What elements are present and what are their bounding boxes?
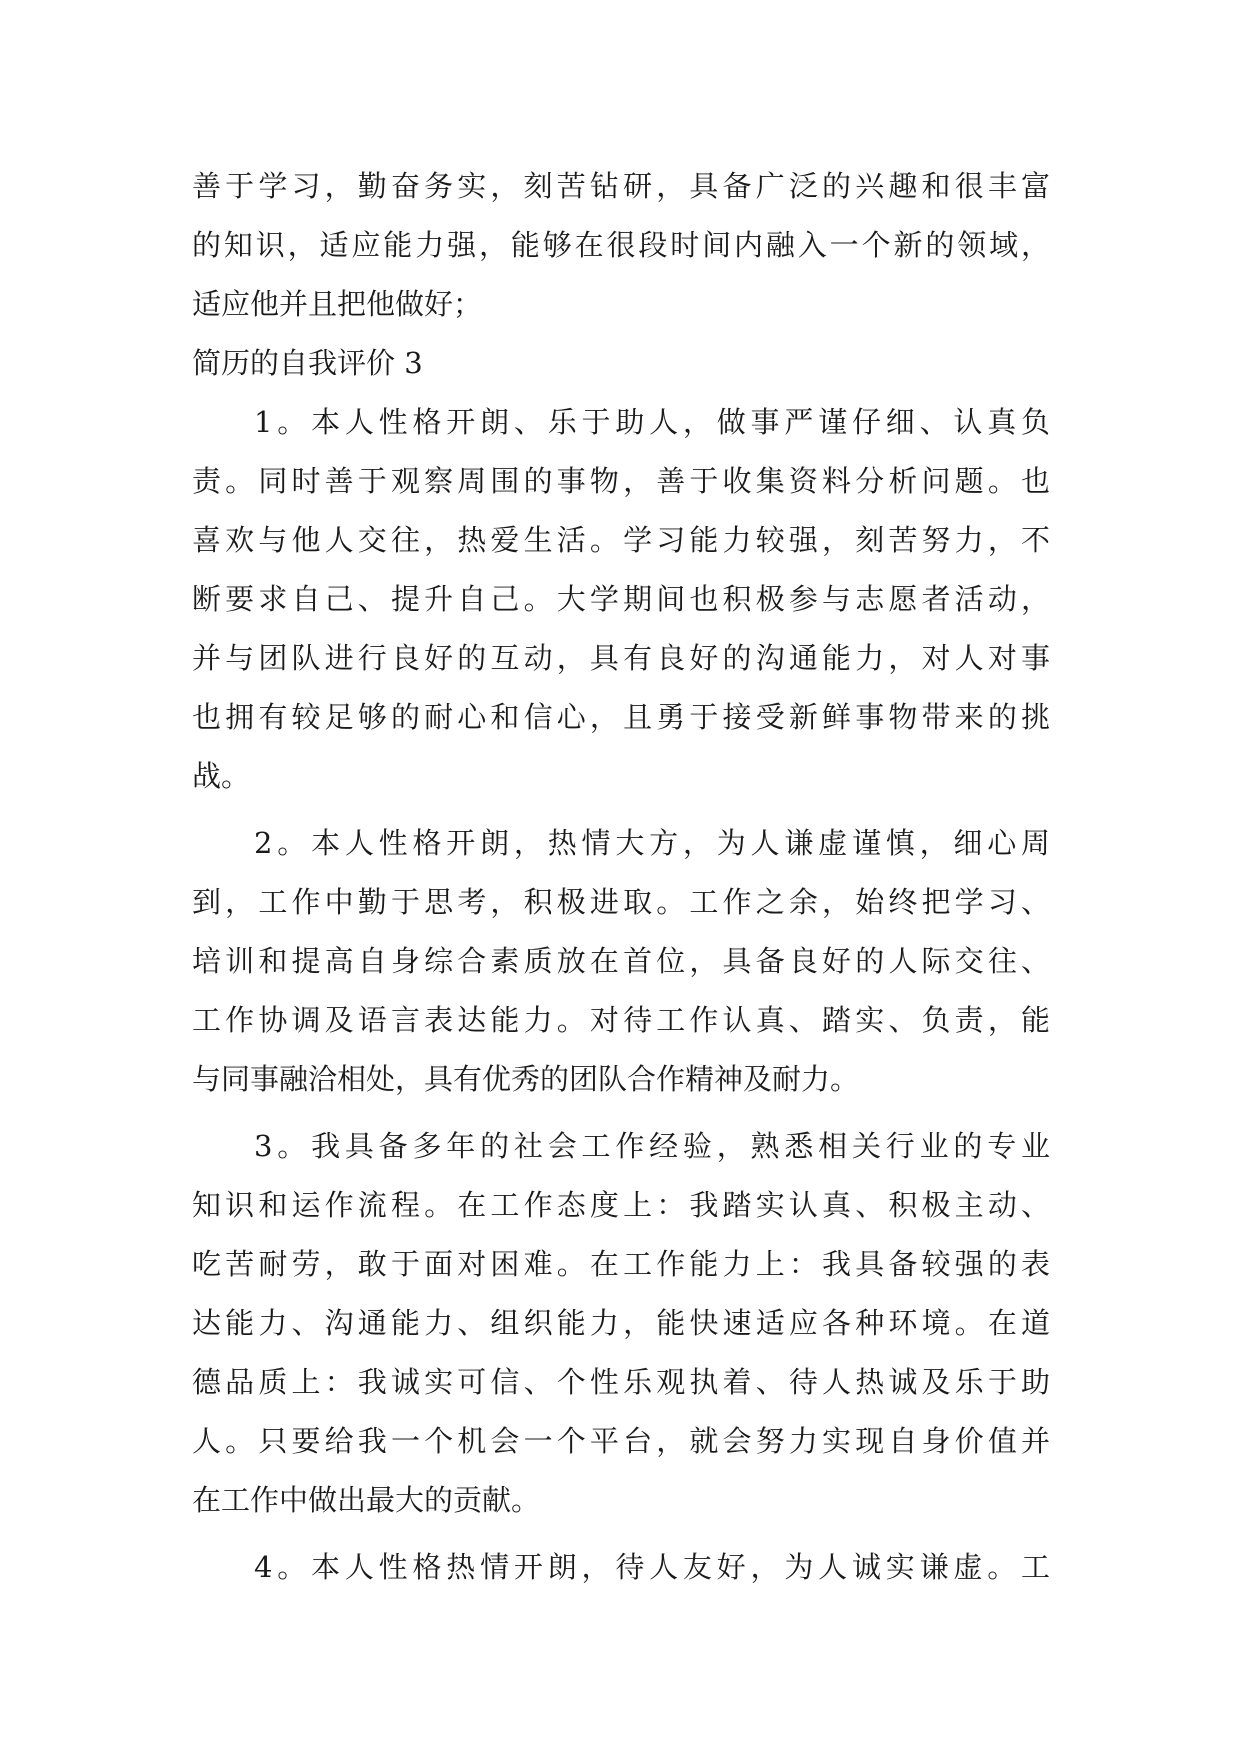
- text-line: 工作协调及语言表达能力。对待工作认真、踏实、负责，能: [192, 1003, 1050, 1037]
- paragraph-gap: [192, 806, 1050, 814]
- text-line: 2。本人性格开朗，热情大方，为人谦虚谨慎，细心周: [254, 826, 1050, 860]
- text-line: 断要求自己、提升自己。大学期间也积极参与志愿者活动，: [192, 582, 1050, 616]
- paragraph-3: [192, 1117, 1050, 1530]
- text-line: 到，工作中勤于思考，积极进取。工作之余，始终把学习、: [192, 885, 1050, 919]
- text-line: 达能力、沟通能力、组织能力，能快速适应各种环境。在道: [192, 1306, 1050, 1340]
- text-line: 培训和提高自身综合素质放在首位，具备良好的人际交往、: [192, 944, 1050, 978]
- document-page: [192, 157, 1050, 1597]
- text-line: 人。只要给我一个机会一个平台，就会努力实现自身价值并: [192, 1424, 1050, 1458]
- paragraph-2: [192, 814, 1050, 1109]
- text-line: 战。: [192, 759, 251, 793]
- text-line: 与同事融洽相处，具有优秀的团队合作精神及耐力。: [192, 1062, 860, 1096]
- text-line: 3。我具备多年的社会工作经验，熟悉相关行业的专业: [254, 1129, 1050, 1163]
- text-line: 责。同时善于观察周围的事物，善于收集资料分析问题。也: [192, 464, 1050, 498]
- text-line: 适应他并且把他做好；: [192, 287, 483, 321]
- paragraph-gap: [192, 1530, 1050, 1538]
- text-line: 4。本人性格热情开朗，待人友好，为人诚实谦虚。工: [254, 1550, 1050, 1584]
- text-line: 的知识，适应能力强，能够在很段时间内融入一个新的领域，: [192, 228, 1050, 262]
- text-line: 喜欢与他人交往，热爱生活。学习能力较强，刻苦努力，不: [192, 523, 1050, 557]
- paragraph-gap: [192, 1109, 1050, 1117]
- text-line: 善于学习，勤奋务实，刻苦钻研，具备广泛的兴趣和很丰富: [192, 169, 1050, 203]
- section-heading: 简历的自我评价 3: [192, 346, 423, 380]
- text-line: 吃苦耐劳，敢于面对困难。在工作能力上：我具备较强的表: [192, 1247, 1050, 1281]
- text-line: 在工作中做出最大的贡献。: [192, 1483, 541, 1517]
- text-line: 德品质上：我诚实可信、个性乐观执着、待人热诚及乐于助: [192, 1365, 1050, 1399]
- text-line: 1。本人性格开朗、乐于助人，做事严谨仔细、认真负: [254, 405, 1050, 439]
- paragraph-1: [192, 393, 1050, 806]
- text-line: 知识和运作流程。在工作态度上：我踏实认真、积极主动、: [192, 1188, 1050, 1222]
- text-line: 也拥有较足够的耐心和信心，且勇于接受新鲜事物带来的挑: [192, 700, 1050, 734]
- paragraph-4: [192, 1538, 1050, 1597]
- text-line: 并与团队进行良好的互动，具有良好的沟通能力，对人对事: [192, 641, 1050, 675]
- intro-paragraph: [192, 157, 1050, 334]
